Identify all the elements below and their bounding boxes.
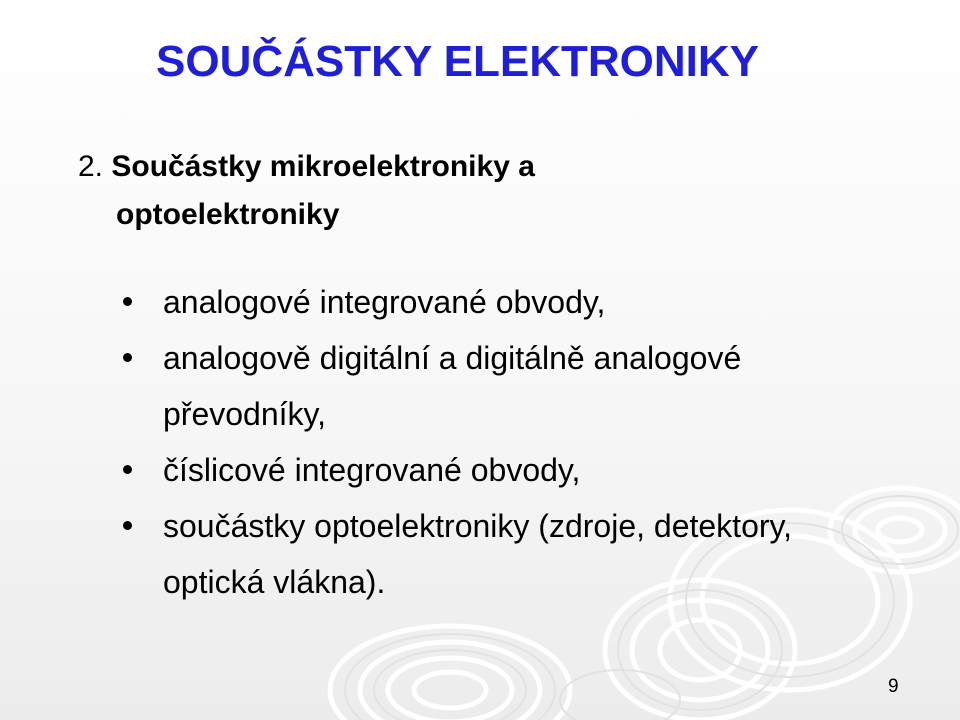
subtitle-line-1: Součástky mikroelektroniky a (111, 150, 535, 183)
bullet-text-continued: převodníky, (163, 396, 327, 432)
bullet-text: analogové integrované obvody, (163, 284, 606, 320)
bullet-item (120, 274, 920, 330)
slide-title: SOUČÁSTKY ELEKTRONIKY (156, 37, 760, 86)
bullet-text: analogově digitální a digitálně analogové (163, 340, 742, 376)
page-number: 9 (888, 676, 899, 697)
bullet-dot-icon (123, 353, 132, 362)
bullet-text-continued: optická vlákna). (163, 564, 386, 600)
bullet-item (120, 498, 920, 610)
bullet-dot-icon (123, 297, 132, 306)
bullet-text: součástky optoelektroniky (zdroje, detektory, (163, 508, 793, 544)
bullet-item (120, 330, 920, 442)
slide-subtitle (78, 143, 535, 239)
bullet-item (120, 442, 920, 498)
bullet-text: číslicové integrované obvody, (163, 452, 581, 488)
subtitle-line-2: optoelektroniky (116, 198, 340, 231)
bullet-dot-icon (123, 465, 132, 474)
subtitle-number: 2. (78, 150, 104, 183)
bullet-list (120, 274, 920, 610)
bullet-dot-icon (123, 521, 132, 530)
